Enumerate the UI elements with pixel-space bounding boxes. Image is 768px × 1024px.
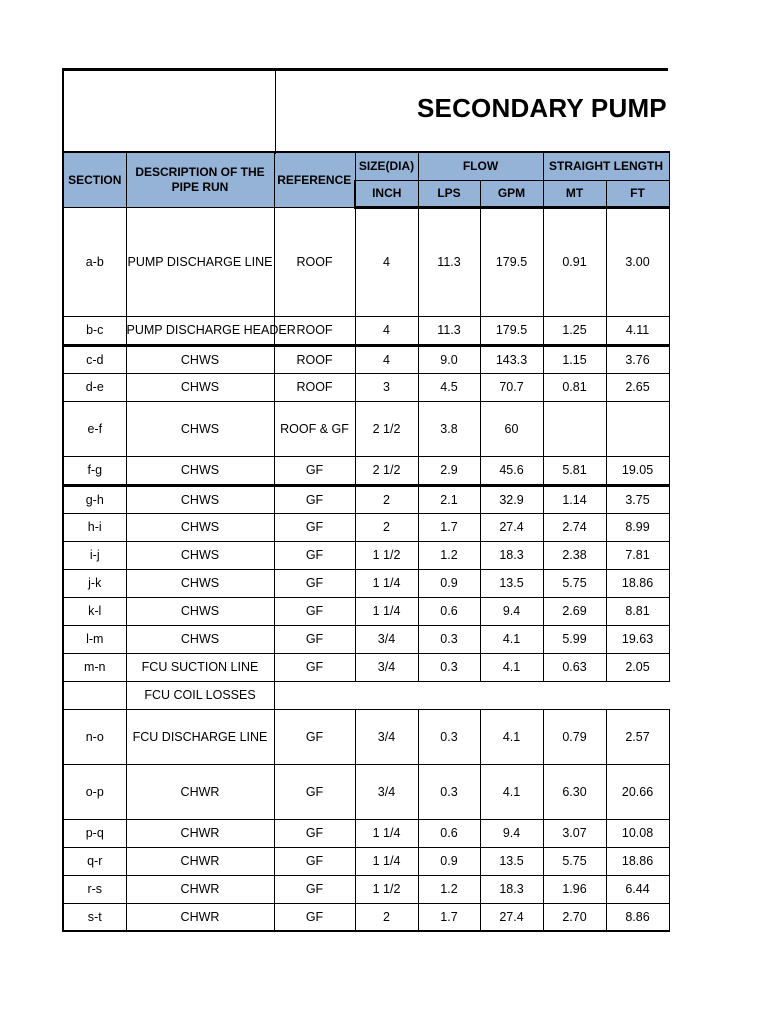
cell-mt: 0.91	[543, 207, 606, 316]
cell-gpm: 27.4	[480, 513, 543, 541]
cell-gpm: 32.9	[480, 485, 543, 513]
header-length-mt: MT	[543, 180, 606, 207]
cell-section: h-i	[63, 513, 126, 541]
cell-size: 1 1/2	[355, 541, 418, 569]
cell-mt: 0.81	[543, 373, 606, 401]
cell-mt: 5.75	[543, 847, 606, 875]
cell-section: p-q	[63, 819, 126, 847]
cell-mt: 5.81	[543, 456, 606, 485]
cell-section: i-j	[63, 541, 126, 569]
cell-lps: 0.9	[418, 847, 480, 875]
cell-ft: 4.11	[606, 316, 669, 345]
cell-mt: 2.70	[543, 903, 606, 931]
cell-section	[63, 681, 126, 709]
cell-reference: ROOF	[274, 316, 355, 345]
cell-lps: 0.6	[418, 819, 480, 847]
cell-lps: 9.0	[418, 345, 480, 373]
cell-gpm: 13.5	[480, 569, 543, 597]
cell-reference: GF	[274, 764, 355, 819]
cell-reference: GF	[274, 875, 355, 903]
header-size-inch: INCH	[355, 180, 418, 207]
cell-section: s-t	[63, 903, 126, 931]
cell-reference: GF	[274, 541, 355, 569]
cell-ft: 19.05	[606, 456, 669, 485]
cell-lps: 11.3	[418, 207, 480, 316]
header-flow: FLOW	[418, 152, 543, 180]
header-description: DESCRIPTION OF THE PIPE RUN	[126, 152, 274, 207]
cell-lps: 1.2	[418, 541, 480, 569]
cell-lps: 0.3	[418, 764, 480, 819]
cell-gpm: 9.4	[480, 819, 543, 847]
cell-mt: 1.15	[543, 345, 606, 373]
cell-section: b-c	[63, 316, 126, 345]
cell-reference: GF	[274, 653, 355, 681]
cell-size: 3	[355, 373, 418, 401]
cell-description: CHWS	[126, 597, 274, 625]
header-reference: REFERENCE	[274, 152, 355, 207]
cell-section: g-h	[63, 485, 126, 513]
cell-reference: ROOF & GF	[274, 401, 355, 456]
cell-mt: 3.07	[543, 819, 606, 847]
header-size: SIZE(DIA)	[355, 152, 418, 180]
cell-ft: 8.99	[606, 513, 669, 541]
cell-gpm: 179.5	[480, 207, 543, 316]
cell-lps: 4.5	[418, 373, 480, 401]
cell-mt: 5.75	[543, 569, 606, 597]
cell-gpm: 60	[480, 401, 543, 456]
cell-mt: 5.99	[543, 625, 606, 653]
cell-lps: 2.9	[418, 456, 480, 485]
cell-ft: 8.81	[606, 597, 669, 625]
table-row	[63, 513, 669, 541]
table-row	[63, 316, 669, 345]
cell-description: CHWR	[126, 764, 274, 819]
table-row	[63, 709, 669, 764]
cell-mt: 1.96	[543, 875, 606, 903]
header-flow-gpm: GPM	[480, 180, 543, 207]
table-row	[63, 401, 669, 456]
cell-section: k-l	[63, 597, 126, 625]
cell-reference: GF	[274, 485, 355, 513]
cell-lps: 0.3	[418, 653, 480, 681]
cell-size: 3/4	[355, 709, 418, 764]
cell-gpm: 27.4	[480, 903, 543, 931]
table-row	[63, 681, 669, 709]
title-left-cell	[64, 71, 276, 154]
cell-size: 4	[355, 316, 418, 345]
cell-gpm: 9.4	[480, 597, 543, 625]
cell-ft: 7.81	[606, 541, 669, 569]
table-row	[63, 903, 669, 931]
table-row	[63, 485, 669, 513]
table-row	[63, 875, 669, 903]
cell-description: FCU SUCTION LINE	[126, 653, 274, 681]
cell-lps: 2.1	[418, 485, 480, 513]
cell-reference: GF	[274, 847, 355, 875]
cell-description: PUMP DISCHARGE HEADER	[126, 316, 274, 345]
cell-description: CHWS	[126, 541, 274, 569]
cell-size: 2	[355, 485, 418, 513]
pipe-run-table	[62, 151, 670, 932]
pipe-sizing-sheet	[62, 68, 668, 932]
cell-size: 4	[355, 207, 418, 316]
header-length-ft: FT	[606, 180, 669, 207]
cell-ft: 3.76	[606, 345, 669, 373]
cell-section: n-o	[63, 709, 126, 764]
cell-section: c-d	[63, 345, 126, 373]
header-straight-length: STRAIGHT LENGTH	[543, 152, 669, 180]
cell-gpm: 18.3	[480, 541, 543, 569]
table-row	[63, 653, 669, 681]
cell-description: CHWS	[126, 569, 274, 597]
cell-mt: 0.79	[543, 709, 606, 764]
cell-reference: ROOF	[274, 373, 355, 401]
cell-lps: 0.3	[418, 625, 480, 653]
cell-description: CHWS	[126, 513, 274, 541]
header-section: SECTION	[63, 152, 126, 207]
table-row	[63, 819, 669, 847]
cell-reference: ROOF	[274, 345, 355, 373]
table-row	[63, 764, 669, 819]
cell-gpm: 70.7	[480, 373, 543, 401]
cell-description: CHWS	[126, 401, 274, 456]
cell-reference: ROOF	[274, 207, 355, 316]
cell-reference: GF	[274, 819, 355, 847]
cell-ft: 2.65	[606, 373, 669, 401]
cell-reference: GF	[274, 513, 355, 541]
cell-gpm: 4.1	[480, 764, 543, 819]
cell-size: 1 1/4	[355, 819, 418, 847]
cell-lps: 0.3	[418, 709, 480, 764]
cell-ft: 20.66	[606, 764, 669, 819]
cell-description: CHWR	[126, 847, 274, 875]
cell-section: a-b	[63, 207, 126, 316]
table-row	[63, 345, 669, 373]
cell-description: CHWR	[126, 875, 274, 903]
table-row	[63, 625, 669, 653]
cell-ft: 3.00	[606, 207, 669, 316]
cell-size: 1 1/4	[355, 847, 418, 875]
cell-ft: 10.08	[606, 819, 669, 847]
table-row	[63, 456, 669, 485]
cell-gpm: 179.5	[480, 316, 543, 345]
cell-gpm: 4.1	[480, 625, 543, 653]
table-row	[63, 207, 669, 316]
cell-section: q-r	[63, 847, 126, 875]
cell-description: CHWR	[126, 819, 274, 847]
cell-ft	[606, 401, 669, 456]
cell-ft: 2.57	[606, 709, 669, 764]
cell-reference: GF	[274, 625, 355, 653]
cell-mt: 0.63	[543, 653, 606, 681]
cell-section: e-f	[63, 401, 126, 456]
cell-ft: 18.86	[606, 847, 669, 875]
cell-gpm: 4.1	[480, 709, 543, 764]
cell-mt	[543, 401, 606, 456]
header-flow-lps: LPS	[418, 180, 480, 207]
cell-description: CHWS	[126, 456, 274, 485]
cell-size: 2 1/2	[355, 401, 418, 456]
cell-lps: 1.7	[418, 513, 480, 541]
cell-ft: 18.86	[606, 569, 669, 597]
cell-size: 1 1/4	[355, 597, 418, 625]
cell-size: 2	[355, 903, 418, 931]
cell-lps: 1.2	[418, 875, 480, 903]
cell-lps: 3.8	[418, 401, 480, 456]
cell-ft: 3.75	[606, 485, 669, 513]
table-row	[63, 373, 669, 401]
cell-size: 2 1/2	[355, 456, 418, 485]
cell-mt: 1.25	[543, 316, 606, 345]
cell-section: j-k	[63, 569, 126, 597]
cell-description: CHWS	[126, 485, 274, 513]
title-block	[62, 68, 668, 151]
cell-ft: 6.44	[606, 875, 669, 903]
cell-section: o-p	[63, 764, 126, 819]
cell-lps: 1.7	[418, 903, 480, 931]
table-row	[63, 847, 669, 875]
cell-lps: 0.6	[418, 597, 480, 625]
cell-reference: GF	[274, 709, 355, 764]
sheet-title: SECONDARY PUMP	[417, 93, 667, 123]
cell-mt: 2.38	[543, 541, 606, 569]
cell-mt: 6.30	[543, 764, 606, 819]
cell-size: 3/4	[355, 653, 418, 681]
cell-reference: GF	[274, 569, 355, 597]
cell-reference: GF	[274, 456, 355, 485]
cell-empty-merged	[274, 681, 669, 709]
cell-description: FCU DISCHARGE LINE	[126, 709, 274, 764]
cell-description: CHWS	[126, 625, 274, 653]
cell-ft: 19.63	[606, 625, 669, 653]
table-row	[63, 597, 669, 625]
cell-size: 4	[355, 345, 418, 373]
cell-section: l-m	[63, 625, 126, 653]
cell-section: f-g	[63, 456, 126, 485]
cell-size: 3/4	[355, 625, 418, 653]
cell-ft: 2.05	[606, 653, 669, 681]
cell-mt: 2.69	[543, 597, 606, 625]
cell-mt: 1.14	[543, 485, 606, 513]
cell-lps: 0.9	[418, 569, 480, 597]
cell-lps: 11.3	[418, 316, 480, 345]
cell-description: CHWS	[126, 373, 274, 401]
table-body	[63, 207, 669, 931]
cell-reference: GF	[274, 903, 355, 931]
cell-ft: 8.86	[606, 903, 669, 931]
cell-size: 3/4	[355, 764, 418, 819]
cell-description: CHWS	[126, 345, 274, 373]
cell-gpm: 13.5	[480, 847, 543, 875]
cell-mt: 2.74	[543, 513, 606, 541]
cell-section: d-e	[63, 373, 126, 401]
cell-reference: GF	[274, 597, 355, 625]
cell-section: r-s	[63, 875, 126, 903]
cell-gpm: 4.1	[480, 653, 543, 681]
cell-size: 2	[355, 513, 418, 541]
cell-section: m-n	[63, 653, 126, 681]
cell-size: 1 1/4	[355, 569, 418, 597]
table-row	[63, 569, 669, 597]
cell-description: PUMP DISCHARGE LINE	[126, 207, 274, 316]
cell-gpm: 18.3	[480, 875, 543, 903]
cell-description: CHWR	[126, 903, 274, 931]
table-row	[63, 541, 669, 569]
cell-size: 1 1/2	[355, 875, 418, 903]
cell-gpm: 143.3	[480, 345, 543, 373]
cell-gpm: 45.6	[480, 456, 543, 485]
cell-description: FCU COIL LOSSES	[126, 681, 274, 709]
